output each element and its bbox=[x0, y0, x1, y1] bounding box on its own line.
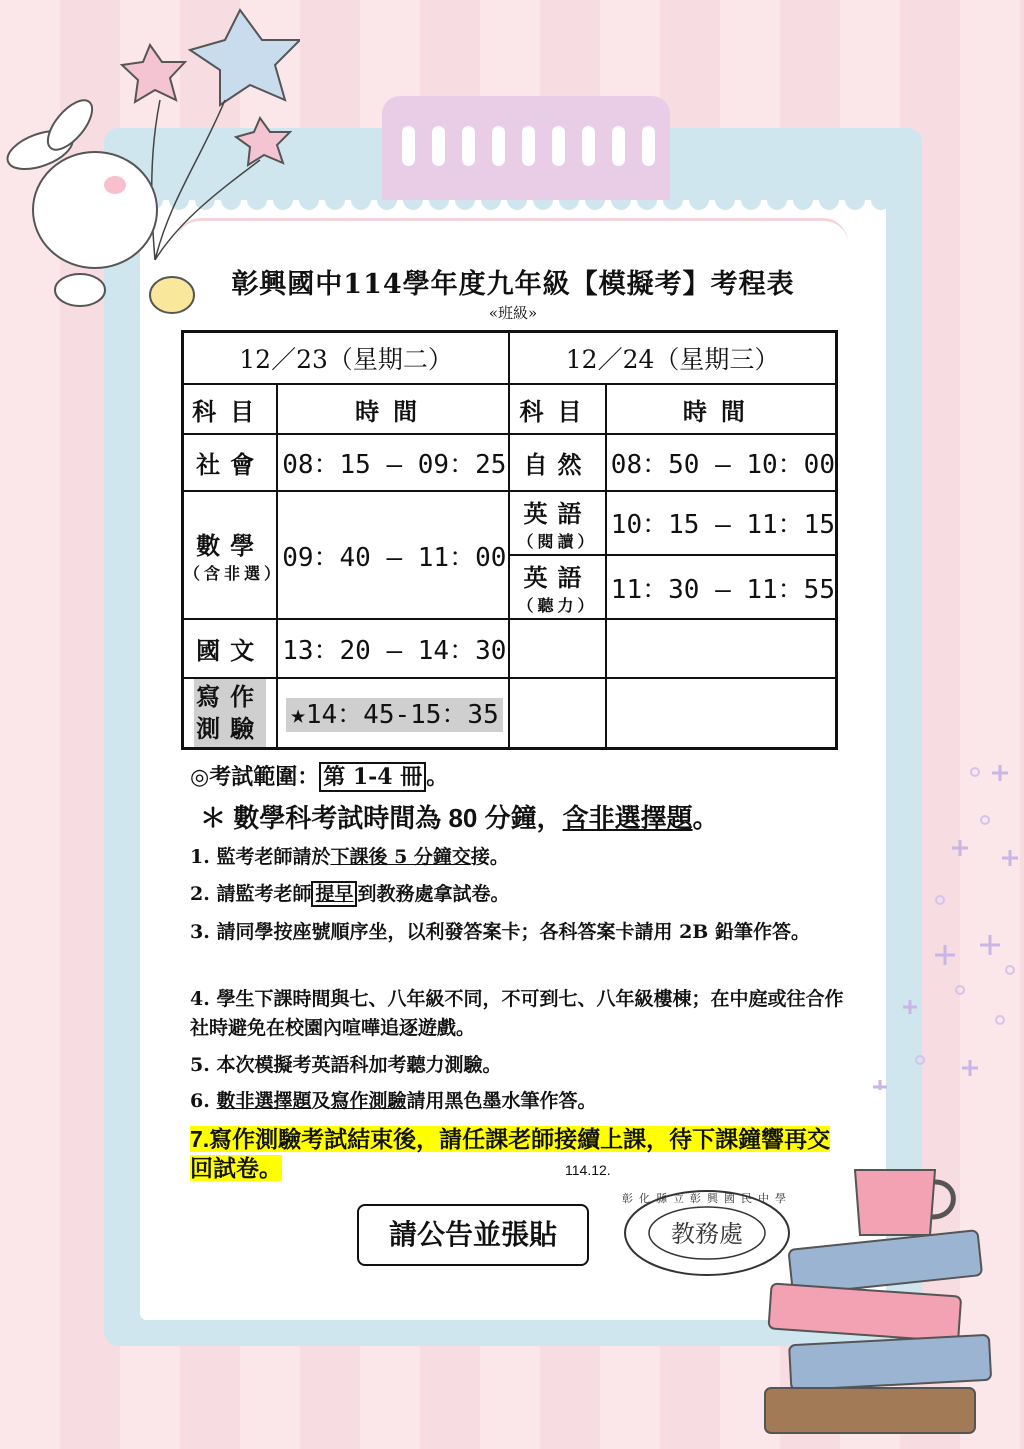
note-item-1 bbox=[190, 843, 850, 872]
subject-note: （聽力） bbox=[517, 596, 598, 616]
subject-cell bbox=[509, 491, 606, 555]
stamp-center: 教務處 bbox=[671, 1220, 743, 1248]
note-item-3: 3. 請同學按座號順序坐，以利發答案卡；各科答案卡請用 2B 鉛筆作答。 bbox=[190, 921, 810, 943]
day2-header: 12／24（星期三） bbox=[509, 332, 836, 385]
note-underline: 下課後 5 分鐘交 bbox=[330, 846, 471, 868]
empty-cell bbox=[606, 619, 837, 677]
note-underline: 寫作測驗 bbox=[330, 1090, 407, 1112]
note-boxed: 提早 bbox=[311, 881, 357, 907]
note-text: 請用黑色墨水筆作答。 bbox=[406, 1090, 597, 1112]
subject-cell bbox=[183, 491, 285, 620]
note-underline: 數非選擇題 bbox=[216, 1090, 312, 1112]
subject-header: 科目 bbox=[509, 384, 606, 434]
class-field: «班級» bbox=[488, 304, 538, 322]
note-item-6 bbox=[190, 1087, 850, 1116]
subject-name: 測驗 bbox=[196, 713, 265, 743]
subject-name: 數學 bbox=[196, 531, 265, 561]
day1-header: 12／23（星期二） bbox=[183, 332, 510, 385]
note-item-2 bbox=[190, 880, 850, 909]
note-item-7 bbox=[190, 1125, 840, 1183]
note-text: 接。 bbox=[470, 846, 509, 868]
range-suffix: 。 bbox=[426, 764, 449, 790]
subject-cell: 自然 bbox=[509, 434, 606, 490]
time-cell: 09：40 – 11：00 bbox=[277, 491, 509, 620]
note-text: 2. 請監考老師 bbox=[190, 883, 312, 905]
subject-name: 寫作 bbox=[196, 681, 265, 711]
subject-name: 英語 bbox=[523, 563, 592, 593]
exam-schedule-table bbox=[181, 330, 838, 750]
time-cell bbox=[277, 678, 509, 749]
range-value: 第 1-4 冊 bbox=[319, 762, 426, 792]
subject-header: 科目 bbox=[183, 384, 278, 434]
math-note-underline: 含非選擇題 bbox=[562, 803, 693, 833]
note-highlight: 7.寫作測驗考試結束後，請任課老師接續上課，待下課鐘響再交回試卷。 bbox=[190, 1126, 831, 1181]
time-header: 時間 bbox=[277, 384, 509, 434]
empty-cell bbox=[606, 678, 837, 749]
time-cell: 13：20 – 14：30 bbox=[277, 619, 509, 677]
subject-cell bbox=[183, 678, 278, 749]
time-cell: 08：15 – 09：25 bbox=[277, 434, 509, 490]
stamp-ring: 彰化縣立彰興國民中學 bbox=[622, 1192, 792, 1205]
math-note bbox=[200, 798, 719, 835]
clipboard-clip bbox=[382, 96, 670, 200]
math-note-text: ＊ 數學科考試時間為 80 分鐘， bbox=[200, 803, 563, 833]
announce-box: 請公告並張貼 bbox=[357, 1204, 589, 1266]
empty-cell bbox=[509, 678, 606, 749]
empty-cell bbox=[509, 619, 606, 677]
time-cell: 10：15 – 11：15 bbox=[606, 491, 837, 555]
subject-name: 英語 bbox=[523, 498, 592, 528]
note-text: 6. bbox=[190, 1090, 217, 1112]
math-note-suffix: 。 bbox=[692, 803, 719, 833]
note-text: 及 bbox=[311, 1090, 331, 1112]
note-text: 到教務處拿試卷。 bbox=[357, 883, 510, 905]
subject-cell: 社會 bbox=[183, 434, 278, 490]
writing-time: ★14：45-15：35 bbox=[286, 698, 503, 732]
sparkle-decoration-icon bbox=[850, 760, 1024, 1090]
subject-note: （閱讀） bbox=[517, 531, 598, 551]
page-title: 彰興國中114學年度九年級【模擬考】考程表 bbox=[231, 269, 795, 300]
note-text: 1. 監考老師請於 bbox=[190, 846, 331, 868]
time-cell: 11：30 – 11：55 bbox=[606, 555, 837, 619]
exam-range bbox=[190, 760, 448, 791]
note-item-5: 5. 本次模擬考英語科加考聽力測驗。 bbox=[190, 1054, 502, 1076]
time-header: 時間 bbox=[606, 384, 837, 434]
subject-cell: 國文 bbox=[183, 619, 278, 677]
note-item-4: 4. 學生下課時間與七、八年級不同，不可到七、八年級樓棟；在中庭或往合作社時避免在校園內喧嘩追逐遊戲。 bbox=[190, 988, 844, 1039]
range-label: ◎考試範圍： bbox=[190, 764, 320, 790]
subject-cell bbox=[509, 555, 606, 619]
time-cell: 08：50 – 10：00 bbox=[606, 434, 837, 490]
books-cup-icon bbox=[760, 1160, 1010, 1440]
subject-note: （含非選） bbox=[184, 564, 285, 584]
issue-date: 114.12. bbox=[565, 1162, 611, 1178]
